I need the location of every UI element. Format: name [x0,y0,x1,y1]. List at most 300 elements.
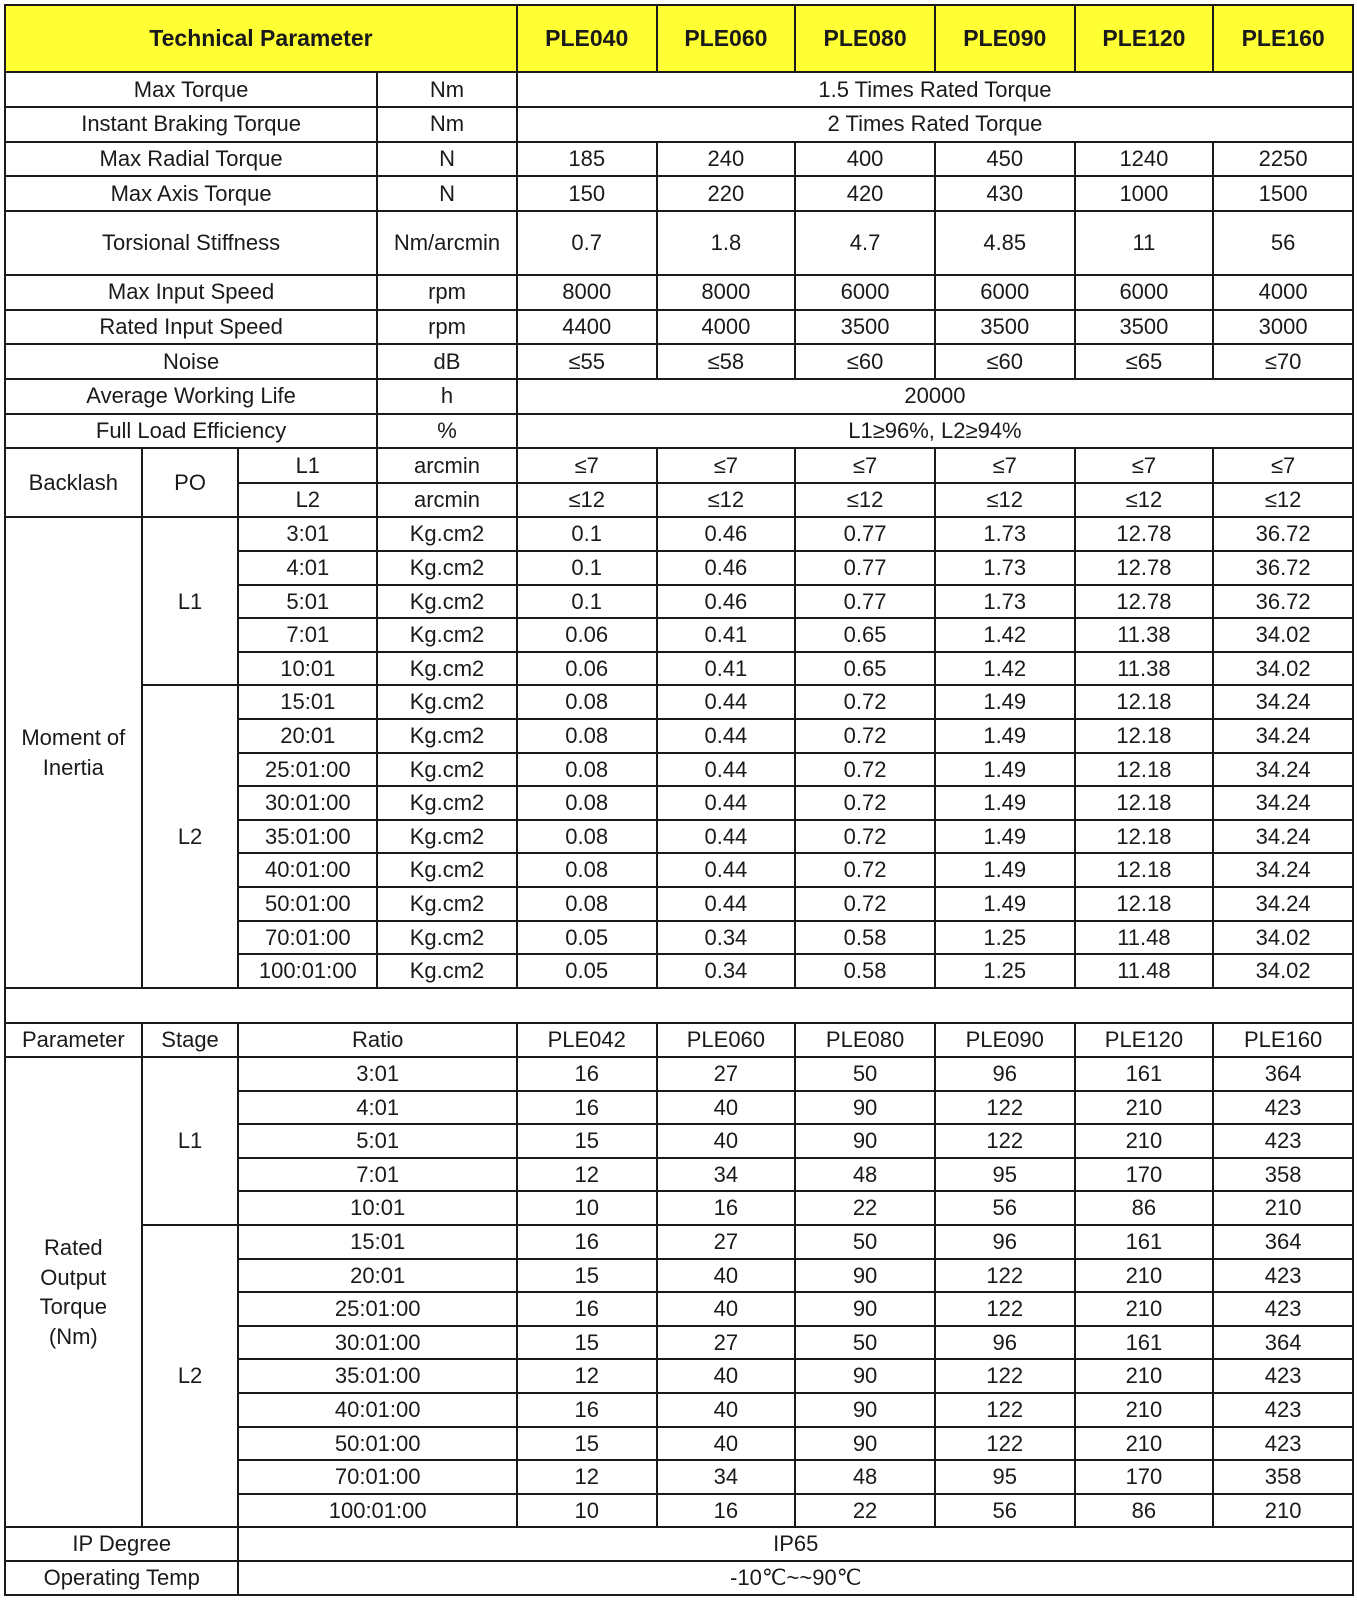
inertia-value: 0.58 [795,921,935,955]
torque-ratio: 5:01 [238,1124,516,1158]
torque-value: 122 [935,1124,1075,1158]
torque-value: 16 [657,1494,796,1528]
torque-value: 210 [1075,1359,1214,1393]
inertia-ratio: 70:01:00 [238,921,377,955]
inertia-value: 0.44 [657,685,796,719]
inertia-value: 0.05 [517,921,657,955]
inertia-value: 0.05 [517,954,657,988]
inertia-unit: Kg.cm2 [377,921,517,955]
torque-value: 210 [1075,1259,1214,1293]
table-row [5,211,1353,275]
inertia-value: 0.1 [517,517,657,551]
backlash-value: ≤12 [1213,483,1353,518]
inertia-value: 12.18 [1075,685,1214,719]
torque-value: 40 [657,1427,796,1461]
table-row [5,142,1353,177]
inertia-value: 0.1 [517,585,657,619]
inertia-label: Moment of Inertia [5,517,142,987]
param-value: ≤70 [1213,344,1353,379]
param-value: 4000 [657,310,796,345]
inertia-value: 1.49 [935,753,1075,787]
torque-value: 358 [1213,1460,1353,1494]
torque-value: 161 [1075,1326,1214,1360]
param-value: 11 [1075,211,1214,275]
param-value: 4.7 [795,211,935,275]
param-name: Max Radial Torque [5,142,377,177]
torque-ratio: 30:01:00 [238,1326,516,1360]
header-model: PLE040 [517,5,657,72]
inertia-unit: Kg.cm2 [377,954,517,988]
inertia-value: 34.24 [1213,786,1353,820]
torque-value: 358 [1213,1158,1353,1192]
torque-value: 34 [657,1158,796,1192]
torque-value: 15 [517,1326,657,1360]
inertia-value: 0.72 [795,685,935,719]
inertia-value: 1.73 [935,517,1075,551]
inertia-value: 0.44 [657,719,796,753]
torque-value: 423 [1213,1292,1353,1326]
inertia-ratio: 30:01:00 [238,786,377,820]
inertia-value: 12.18 [1075,719,1214,753]
header-title: Technical Parameter [5,5,517,72]
backlash-value: ≤12 [1075,483,1214,518]
torque-value: 90 [795,1259,935,1293]
torque-value: 10 [517,1494,657,1528]
param-value: 150 [517,176,657,211]
header-model: PLE090 [935,5,1075,72]
inertia-value: 1.49 [935,853,1075,887]
torque-ratio: 15:01 [238,1225,516,1259]
param-name: Full Load Efficiency [5,414,377,449]
param-value: ≤60 [795,344,935,379]
table-row [5,1225,1353,1259]
separator-row-cell [5,988,1353,1024]
torque-value: 15 [517,1259,657,1293]
inertia-value: 0.41 [657,652,796,686]
torque-value: 161 [1075,1225,1214,1259]
inertia-value: 0.1 [517,551,657,585]
inertia-unit: Kg.cm2 [377,585,517,619]
table-row [5,275,1353,310]
torque-stage: L1 [142,1057,239,1225]
param-value: 220 [657,176,796,211]
param-value: 1240 [1075,142,1214,177]
inertia-value: 0.34 [657,954,796,988]
inertia-value: 1.49 [935,786,1075,820]
torque-value: 364 [1213,1225,1353,1259]
torque-value: 122 [935,1091,1075,1125]
inertia-ratio: 40:01:00 [238,853,377,887]
inertia-value: 0.77 [795,551,935,585]
param-value: 1.8 [657,211,796,275]
torque-value: 48 [795,1460,935,1494]
inertia-value: 0.72 [795,719,935,753]
param-value: 420 [795,176,935,211]
param-unit: % [377,414,517,449]
inertia-value: 0.44 [657,820,796,854]
torque-value: 16 [517,1091,657,1125]
inertia-value: 0.72 [795,820,935,854]
param-value: 6000 [795,275,935,310]
torque-value: 40 [657,1393,796,1427]
torque-value: 48 [795,1158,935,1192]
header-model: PLE060 [657,5,796,72]
inertia-ratio: 50:01:00 [238,887,377,921]
header-model: PLE080 [795,5,935,72]
inertia-value: 0.08 [517,887,657,921]
torque-value: 40 [657,1091,796,1125]
param-name: Average Working Life [5,379,377,414]
torque-value: 16 [517,1393,657,1427]
param-name: Max Torque [5,72,377,107]
param-value: 4400 [517,310,657,345]
inertia-unit: Kg.cm2 [377,887,517,921]
inertia-ratio: 35:01:00 [238,820,377,854]
inertia-unit: Kg.cm2 [377,719,517,753]
torque-value: 90 [795,1427,935,1461]
torque-value: 423 [1213,1124,1353,1158]
torque-ratio: 50:01:00 [238,1427,516,1461]
torque-value: 12 [517,1460,657,1494]
inertia-value: 1.25 [935,954,1075,988]
inertia-ratio: 15:01 [238,685,377,719]
torque-value: 95 [935,1460,1075,1494]
backlash-unit: arcmin [377,483,517,518]
table-row [5,1023,1353,1057]
inertia-value: 0.08 [517,685,657,719]
inertia-value: 1.49 [935,887,1075,921]
param-name: Rated Input Speed [5,310,377,345]
table-row [5,448,1353,483]
inertia-value: 1.73 [935,551,1075,585]
torque-ratio: 7:01 [238,1158,516,1192]
table-row [5,107,1353,142]
backlash-value: ≤12 [935,483,1075,518]
inertia-unit: Kg.cm2 [377,786,517,820]
param-name: Torsional Stiffness [5,211,377,275]
param-merged-value: L1≥96%, L2≥94% [517,414,1353,449]
torque-value: 210 [1075,1292,1214,1326]
inertia-value: 1.25 [935,921,1075,955]
backlash-value: ≤7 [1213,448,1353,483]
table-row [5,1527,1353,1561]
torque-header-model: PLE160 [1213,1023,1353,1057]
torque-header-ratio: Ratio [238,1023,516,1057]
torque-value: 27 [657,1326,796,1360]
torque-value: 22 [795,1494,935,1528]
inertia-value: 34.24 [1213,719,1353,753]
torque-ratio: 25:01:00 [238,1292,516,1326]
backlash-unit: arcmin [377,448,517,483]
header-model: PLE120 [1075,5,1214,72]
param-name: Max Axis Torque [5,176,377,211]
torque-header-model: PLE120 [1075,1023,1214,1057]
inertia-value: 34.24 [1213,820,1353,854]
inertia-value: 0.44 [657,887,796,921]
backlash-value: ≤7 [795,448,935,483]
param-value: 4.85 [935,211,1075,275]
torque-value: 423 [1213,1359,1353,1393]
inertia-value: 0.46 [657,585,796,619]
footer-name: Operating Temp [5,1561,238,1595]
inertia-value: 36.72 [1213,517,1353,551]
table-row [5,414,1353,449]
torque-value: 423 [1213,1259,1353,1293]
table-row [5,5,1353,72]
torque-value: 27 [657,1057,796,1091]
inertia-value: 34.02 [1213,921,1353,955]
inertia-ratio: 3:01 [238,517,377,551]
backlash-stage: L2 [238,483,377,518]
inertia-value: 11.48 [1075,921,1214,955]
inertia-value: 0.72 [795,786,935,820]
inertia-ratio: 10:01 [238,652,377,686]
torque-value: 40 [657,1359,796,1393]
param-unit: Nm [377,107,517,142]
torque-value: 50 [795,1225,935,1259]
technical-parameter-table [4,4,1354,1596]
param-value: 185 [517,142,657,177]
torque-value: 50 [795,1326,935,1360]
torque-header-stage: Stage [142,1023,239,1057]
param-value: 0.7 [517,211,657,275]
param-value: 240 [657,142,796,177]
param-merged-value: 1.5 Times Rated Torque [517,72,1353,107]
inertia-stage: L2 [142,685,239,987]
inertia-ratio: 4:01 [238,551,377,585]
inertia-value: 12.18 [1075,753,1214,787]
torque-header-parameter: Parameter [5,1023,142,1057]
torque-value: 90 [795,1292,935,1326]
torque-value: 16 [517,1225,657,1259]
param-name: Instant Braking Torque [5,107,377,142]
torque-value: 96 [935,1326,1075,1360]
inertia-value: 34.24 [1213,685,1353,719]
inertia-unit: Kg.cm2 [377,753,517,787]
torque-value: 161 [1075,1057,1214,1091]
inertia-value: 0.08 [517,820,657,854]
inertia-ratio: 20:01 [238,719,377,753]
inertia-value: 11.48 [1075,954,1214,988]
inertia-value: 0.65 [795,618,935,652]
param-merged-value: 2 Times Rated Torque [517,107,1353,142]
inertia-unit: Kg.cm2 [377,652,517,686]
param-value: 6000 [1075,275,1214,310]
inertia-value: 0.41 [657,618,796,652]
param-value: 3500 [1075,310,1214,345]
inertia-value: 0.08 [517,753,657,787]
table-row [5,1561,1353,1595]
torque-value: 170 [1075,1158,1214,1192]
table-row [5,1057,1353,1091]
torque-ratio: 10:01 [238,1191,516,1225]
backlash-value: ≤12 [795,483,935,518]
backlash-value: ≤7 [935,448,1075,483]
inertia-unit: Kg.cm2 [377,853,517,887]
torque-value: 364 [1213,1057,1353,1091]
header-model: PLE160 [1213,5,1353,72]
inertia-value: 11.38 [1075,618,1214,652]
torque-value: 10 [517,1191,657,1225]
torque-ratio: 40:01:00 [238,1393,516,1427]
param-unit: dB [377,344,517,379]
param-value: 8000 [517,275,657,310]
inertia-value: 0.77 [795,585,935,619]
table-row [5,176,1353,211]
param-unit: Nm/arcmin [377,211,517,275]
torque-value: 40 [657,1124,796,1158]
inertia-value: 0.77 [795,517,935,551]
param-value: 3500 [795,310,935,345]
torque-value: 56 [935,1191,1075,1225]
torque-ratio: 35:01:00 [238,1359,516,1393]
inertia-value: 0.46 [657,551,796,585]
inertia-value: 0.34 [657,921,796,955]
inertia-value: 12.18 [1075,820,1214,854]
torque-value: 12 [517,1158,657,1192]
inertia-value: 1.42 [935,652,1075,686]
torque-value: 56 [935,1494,1075,1528]
torque-value: 122 [935,1292,1075,1326]
inertia-stage: L1 [142,517,239,685]
inertia-unit: Kg.cm2 [377,685,517,719]
backlash-stage: L1 [238,448,377,483]
torque-value: 90 [795,1393,935,1427]
backlash-label: Backlash [5,448,142,517]
param-unit: rpm [377,275,517,310]
torque-ratio: 100:01:00 [238,1494,516,1528]
inertia-ratio: 25:01:00 [238,753,377,787]
torque-value: 16 [657,1191,796,1225]
torque-stage: L2 [142,1225,239,1527]
table-row [5,310,1353,345]
param-value: 400 [795,142,935,177]
footer-merged-value: IP65 [238,1527,1353,1561]
inertia-unit: Kg.cm2 [377,820,517,854]
param-unit: N [377,142,517,177]
torque-value: 122 [935,1393,1075,1427]
torque-header-model: PLE042 [517,1023,657,1057]
param-value: 450 [935,142,1075,177]
table-row [5,685,1353,719]
inertia-value: 34.24 [1213,887,1353,921]
torque-value: 364 [1213,1326,1353,1360]
inertia-value: 12.78 [1075,585,1214,619]
backlash-value: ≤12 [657,483,796,518]
torque-ratio: 3:01 [238,1057,516,1091]
inertia-unit: Kg.cm2 [377,517,517,551]
param-name: Noise [5,344,377,379]
torque-header-model: PLE060 [657,1023,796,1057]
torque-header-model: PLE090 [935,1023,1075,1057]
torque-value: 210 [1213,1494,1353,1528]
backlash-value: ≤7 [1075,448,1214,483]
param-value: ≤55 [517,344,657,379]
torque-value: 90 [795,1124,935,1158]
torque-value: 40 [657,1259,796,1293]
torque-value: 122 [935,1359,1075,1393]
torque-header-model: PLE080 [795,1023,935,1057]
inertia-value: 1.42 [935,618,1075,652]
inertia-ratio: 100:01:00 [238,954,377,988]
inertia-value: 34.02 [1213,954,1353,988]
inertia-ratio: 5:01 [238,585,377,619]
torque-ratio: 20:01 [238,1259,516,1293]
param-merged-value: 20000 [517,379,1353,414]
param-value: 2250 [1213,142,1353,177]
inertia-value: 12.78 [1075,551,1214,585]
footer-name: IP Degree [5,1527,238,1561]
param-value: 3500 [935,310,1075,345]
param-value: ≤65 [1075,344,1214,379]
inertia-value: 36.72 [1213,551,1353,585]
param-value: 8000 [657,275,796,310]
torque-value: 22 [795,1191,935,1225]
torque-value: 210 [1075,1427,1214,1461]
inertia-ratio: 7:01 [238,618,377,652]
backlash-value: ≤12 [517,483,657,518]
torque-value: 96 [935,1057,1075,1091]
torque-value: 16 [517,1057,657,1091]
inertia-value: 0.44 [657,753,796,787]
torque-value: 15 [517,1427,657,1461]
torque-value: 170 [1075,1460,1214,1494]
torque-value: 86 [1075,1191,1214,1225]
torque-value: 423 [1213,1427,1353,1461]
param-value: 3000 [1213,310,1353,345]
torque-value: 423 [1213,1393,1353,1427]
torque-value: 210 [1213,1191,1353,1225]
param-value: 430 [935,176,1075,211]
param-value: 6000 [935,275,1075,310]
torque-value: 86 [1075,1494,1214,1528]
torque-value: 122 [935,1259,1075,1293]
inertia-value: 1.49 [935,685,1075,719]
table-row [5,379,1353,414]
torque-value: 96 [935,1225,1075,1259]
torque-value: 210 [1075,1091,1214,1125]
inertia-value: 0.08 [517,853,657,887]
torque-value: 90 [795,1091,935,1125]
torque-value: 95 [935,1158,1075,1192]
torque-value: 40 [657,1292,796,1326]
param-unit: rpm [377,310,517,345]
inertia-value: 0.06 [517,618,657,652]
param-value: ≤60 [935,344,1075,379]
inertia-value: 12.18 [1075,853,1214,887]
param-value: 1500 [1213,176,1353,211]
torque-value: 27 [657,1225,796,1259]
inertia-unit: Kg.cm2 [377,618,517,652]
param-value: 1000 [1075,176,1214,211]
backlash-value: ≤7 [657,448,796,483]
inertia-value: 0.65 [795,652,935,686]
inertia-value: 34.24 [1213,853,1353,887]
backlash-sub-label: PO [142,448,239,517]
inertia-value: 0.08 [517,719,657,753]
torque-value: 122 [935,1427,1075,1461]
inertia-value: 0.06 [517,652,657,686]
inertia-value: 12.18 [1075,887,1214,921]
backlash-value: ≤7 [517,448,657,483]
table-row [5,344,1353,379]
torque-value: 16 [517,1292,657,1326]
inertia-value: 0.08 [517,786,657,820]
inertia-unit: Kg.cm2 [377,551,517,585]
inertia-value: 1.49 [935,719,1075,753]
inertia-value: 12.18 [1075,786,1214,820]
param-value: ≤58 [657,344,796,379]
